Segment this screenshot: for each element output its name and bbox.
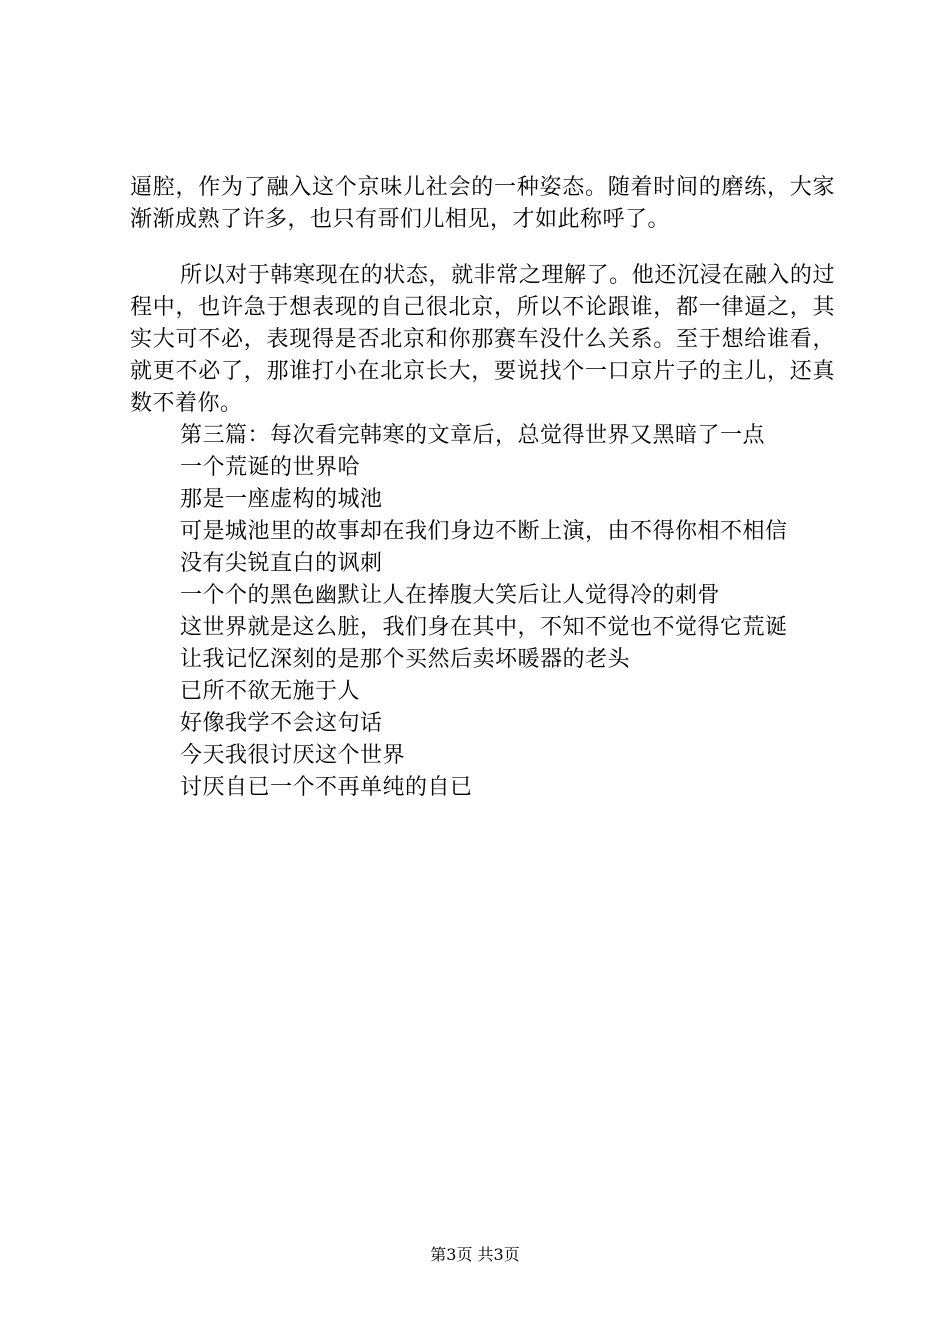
poem-line: 那是一座虚构的城池 bbox=[180, 487, 383, 512]
poem-line: 一个个的黑色幽默让人在捧腹大笑后让人觉得冷的刺骨 bbox=[180, 583, 721, 608]
page-footer bbox=[0, 1245, 950, 1265]
page-number-label: 第3页 共3页 bbox=[430, 1245, 520, 1264]
document-body bbox=[130, 172, 835, 804]
poem-line: 可是城池里的故事却在我们身边不断上演，由不得你相不相信 bbox=[180, 519, 788, 544]
poem-line: 让我记忆深刻的是那个买然后卖坏暖器的老头 bbox=[180, 647, 631, 672]
poem-line: 讨厌自已一个不再单纯的自已 bbox=[180, 775, 473, 800]
poem-line: 已所不欲无施于人 bbox=[180, 679, 361, 704]
paragraph-han-han-state: 所以对于韩寒现在的状态，就非常之理解了。他还沉浸在融入的过程中，也许急于想表现的自己很北京，所以不论跟谁，都一律逼之，其实大可不必，表现得是否北京和你那赛车没什么关系。至于想给谁看，就更不必了，那谁打小在北京长大，要说找个一口京片子的主儿，还真数不着你。 bbox=[130, 263, 835, 416]
poem-line: 好像我学不会这句话 bbox=[180, 711, 383, 736]
paragraph-continuation: 逼腔，作为了融入这个京味儿社会的一种姿态。随着时间的磨练，大家渐渐成熟了许多，也只有哥们儿相见，才如此称呼了。 bbox=[130, 175, 835, 232]
poem-line: 这世界就是这么脏，我们身在其中，不知不觉也不觉得它荒诞 bbox=[180, 615, 788, 640]
poem-line: 没有尖锐直白的讽刺 bbox=[180, 551, 383, 576]
poem-line: 一个荒诞的世界哈 bbox=[180, 455, 361, 480]
poem-line: 今天我很讨厌这个世界 bbox=[180, 743, 406, 768]
section-heading-part-three: 第三篇：每次看完韩寒的文章后，总觉得世界又黑暗了一点 bbox=[180, 423, 766, 448]
